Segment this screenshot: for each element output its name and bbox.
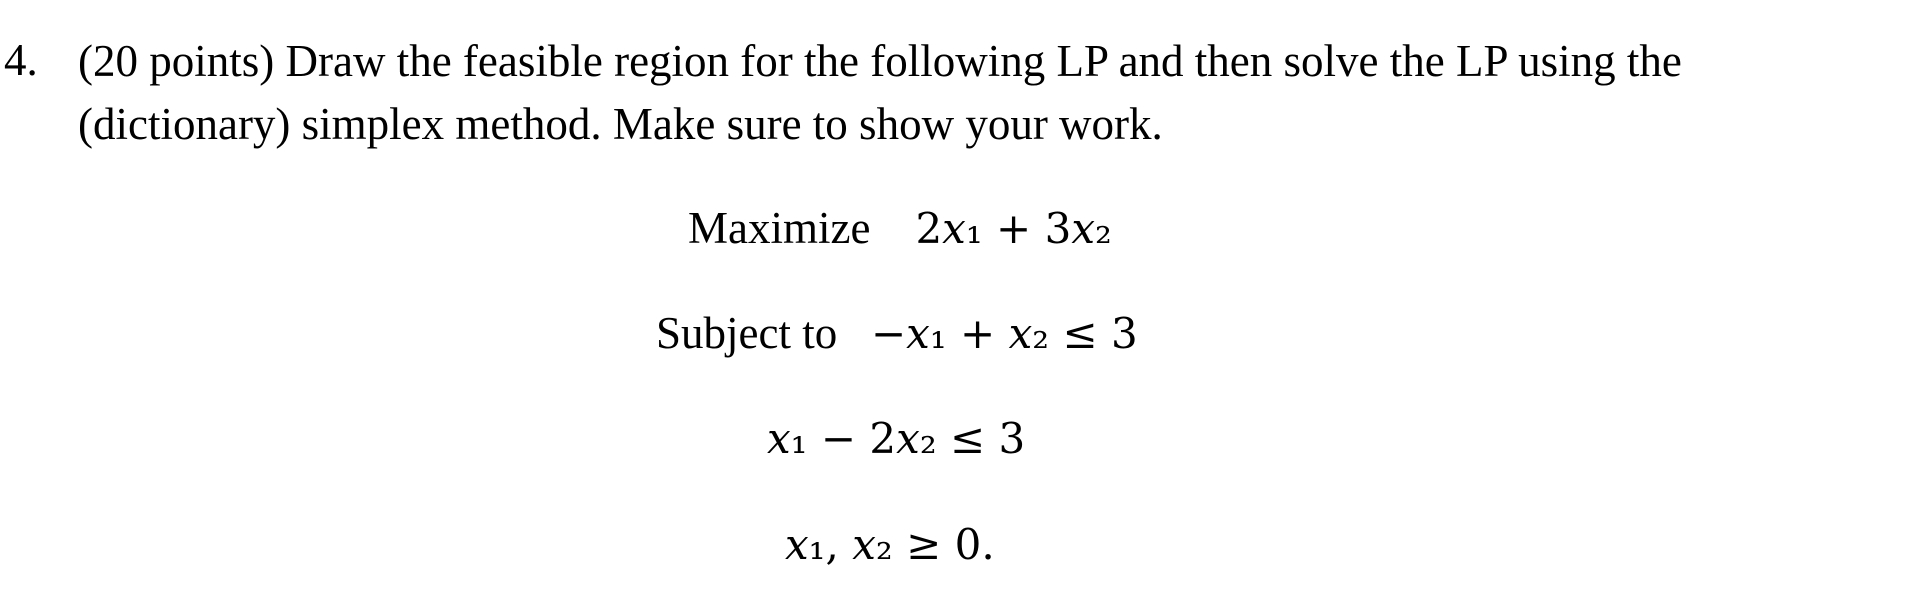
constraint-line-1 (656, 303, 1138, 364)
objective-expression: 2𝑥₁ + 3𝑥₂ (915, 204, 1112, 253)
constraint-label: Subject to (656, 308, 838, 358)
constraint-1-expression: −𝑥₁ + 𝑥₂ ≤ 3 (870, 309, 1138, 358)
nonnegativity-expression: 𝑥₁, 𝑥₂ ≥ 0. (785, 520, 995, 569)
problem-statement (78, 30, 1878, 156)
problem-number: 4. (4, 35, 38, 85)
problem-statement-line-2: (dictionary) simplex method. Make sure to show your work. (78, 99, 1163, 149)
constraint-2-expression: 𝑥₁ − 2𝑥₂ ≤ 3 (767, 414, 1026, 463)
objective-label: Maximize (688, 203, 871, 253)
objective-line (688, 198, 1112, 259)
constraint-line-3 (785, 514, 995, 575)
constraint-line-2 (767, 408, 1025, 469)
problem-statement-line-1: (20 points) Draw the feasible region for the following LP and then solve the LP using the (78, 36, 1682, 86)
